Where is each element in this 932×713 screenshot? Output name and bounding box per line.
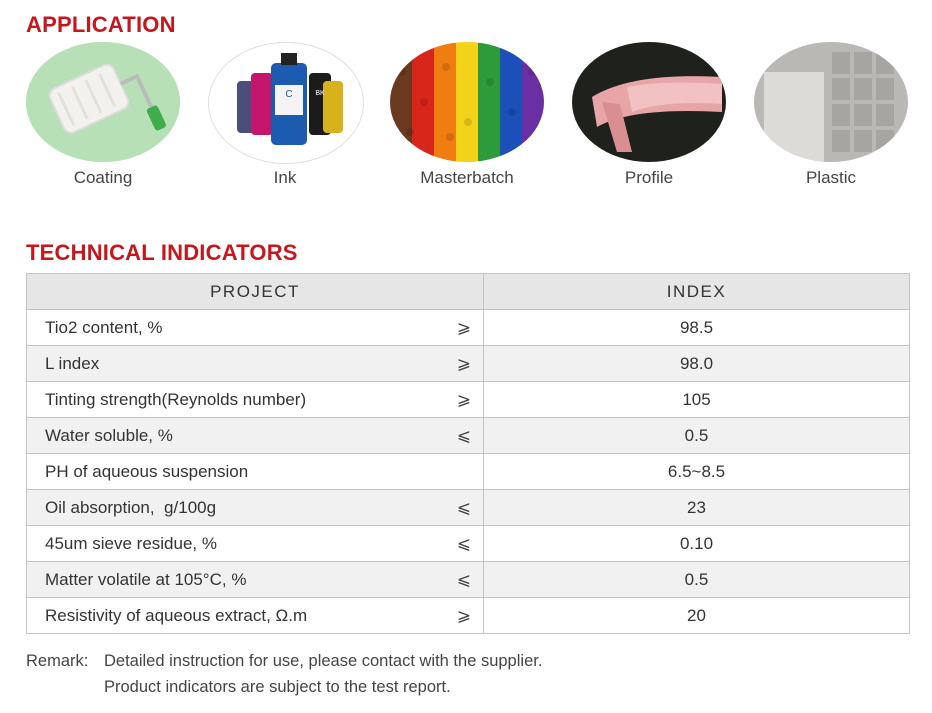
- table-row: [27, 382, 910, 418]
- project-name: Water soluble, %: [45, 425, 173, 445]
- plastic-profile-icon: [572, 42, 726, 162]
- application-title: APPLICATION: [26, 12, 176, 37]
- project-cell: [27, 346, 484, 382]
- project-cell: [27, 418, 484, 454]
- application-gallery: [24, 40, 914, 200]
- comparison-symbol: ⩽: [456, 498, 471, 517]
- technical-indicators-title: TECHNICAL INDICATORS: [26, 240, 298, 265]
- project-cell: [27, 562, 484, 598]
- project-name: Tinting strength(Reynolds number): [45, 389, 307, 409]
- application-label: Ink: [273, 168, 297, 187]
- project-name: Matter volatile at 105°C, %: [45, 569, 247, 589]
- application-item-coating: [24, 40, 184, 200]
- ink-bottles-icon: [208, 42, 364, 164]
- table-row: [27, 562, 910, 598]
- project-cell: [27, 310, 484, 346]
- index-cell: 20: [484, 598, 910, 634]
- index-cell: 0.10: [484, 526, 910, 562]
- table-row: [27, 490, 910, 526]
- remark-label: Remark:: [26, 652, 89, 670]
- project-cell: [27, 490, 484, 526]
- project-cell: [27, 526, 484, 562]
- project-name: 45um sieve residue, %: [45, 533, 217, 553]
- comparison-symbol: ⩽: [456, 534, 471, 553]
- technical-indicators-table: [26, 273, 910, 634]
- header-project: PROJECT: [27, 274, 484, 310]
- application-label: Coating: [73, 168, 133, 187]
- project-name: Resistivity of aqueous extract, Ω.m: [45, 605, 308, 625]
- remark: [26, 648, 542, 700]
- index-cell: 6.5~8.5: [484, 454, 910, 490]
- comparison-symbol: ⩾: [456, 390, 471, 409]
- index-cell: 23: [484, 490, 910, 526]
- application-label: Plastic: [805, 168, 857, 187]
- index-cell: 98.5: [484, 310, 910, 346]
- application-item-profile: [570, 40, 730, 200]
- colored-pellets-icon: [390, 42, 544, 162]
- comparison-symbol: ⩾: [456, 318, 471, 337]
- comparison-symbol: ⩽: [456, 426, 471, 445]
- index-cell: 98.0: [484, 346, 910, 382]
- svg-text:BK: BK: [315, 90, 325, 97]
- paint-roller-icon: [26, 42, 180, 162]
- project-cell: [27, 454, 484, 490]
- project-name: Oil absorption, g/100g: [45, 497, 217, 517]
- index-cell: 0.5: [484, 562, 910, 598]
- application-item-plastic: [752, 40, 912, 200]
- table-row: [27, 454, 910, 490]
- index-cell: 0.5: [484, 418, 910, 454]
- table-header-row: [27, 274, 910, 310]
- application-item-masterbatch: [388, 40, 548, 200]
- svg-text:C: C: [285, 89, 293, 100]
- table-row: [27, 310, 910, 346]
- remark-line-1: Detailed instruction for use, please contact with the supplier.: [104, 652, 543, 670]
- index-cell: 105: [484, 382, 910, 418]
- project-name: Tio2 content, %: [45, 317, 163, 337]
- application-item-ink: [206, 40, 366, 200]
- comparison-symbol: ⩾: [456, 606, 471, 625]
- application-label: Profile: [624, 168, 674, 187]
- comparison-symbol: ⩽: [456, 570, 471, 589]
- project-cell: [27, 382, 484, 418]
- table-row: [27, 526, 910, 562]
- project-cell: [27, 598, 484, 634]
- project-name: PH of aqueous suspension: [45, 461, 249, 481]
- table-row: [27, 418, 910, 454]
- table-row: [27, 346, 910, 382]
- project-name: L index: [45, 353, 100, 373]
- table-row: [27, 598, 910, 634]
- pvc-panel-icon: [754, 42, 908, 162]
- comparison-symbol: ⩾: [456, 354, 471, 373]
- header-index: INDEX: [484, 274, 910, 310]
- remark-line-2: Product indicators are subject to the test report.: [104, 678, 451, 696]
- application-label: Masterbatch: [420, 168, 514, 187]
